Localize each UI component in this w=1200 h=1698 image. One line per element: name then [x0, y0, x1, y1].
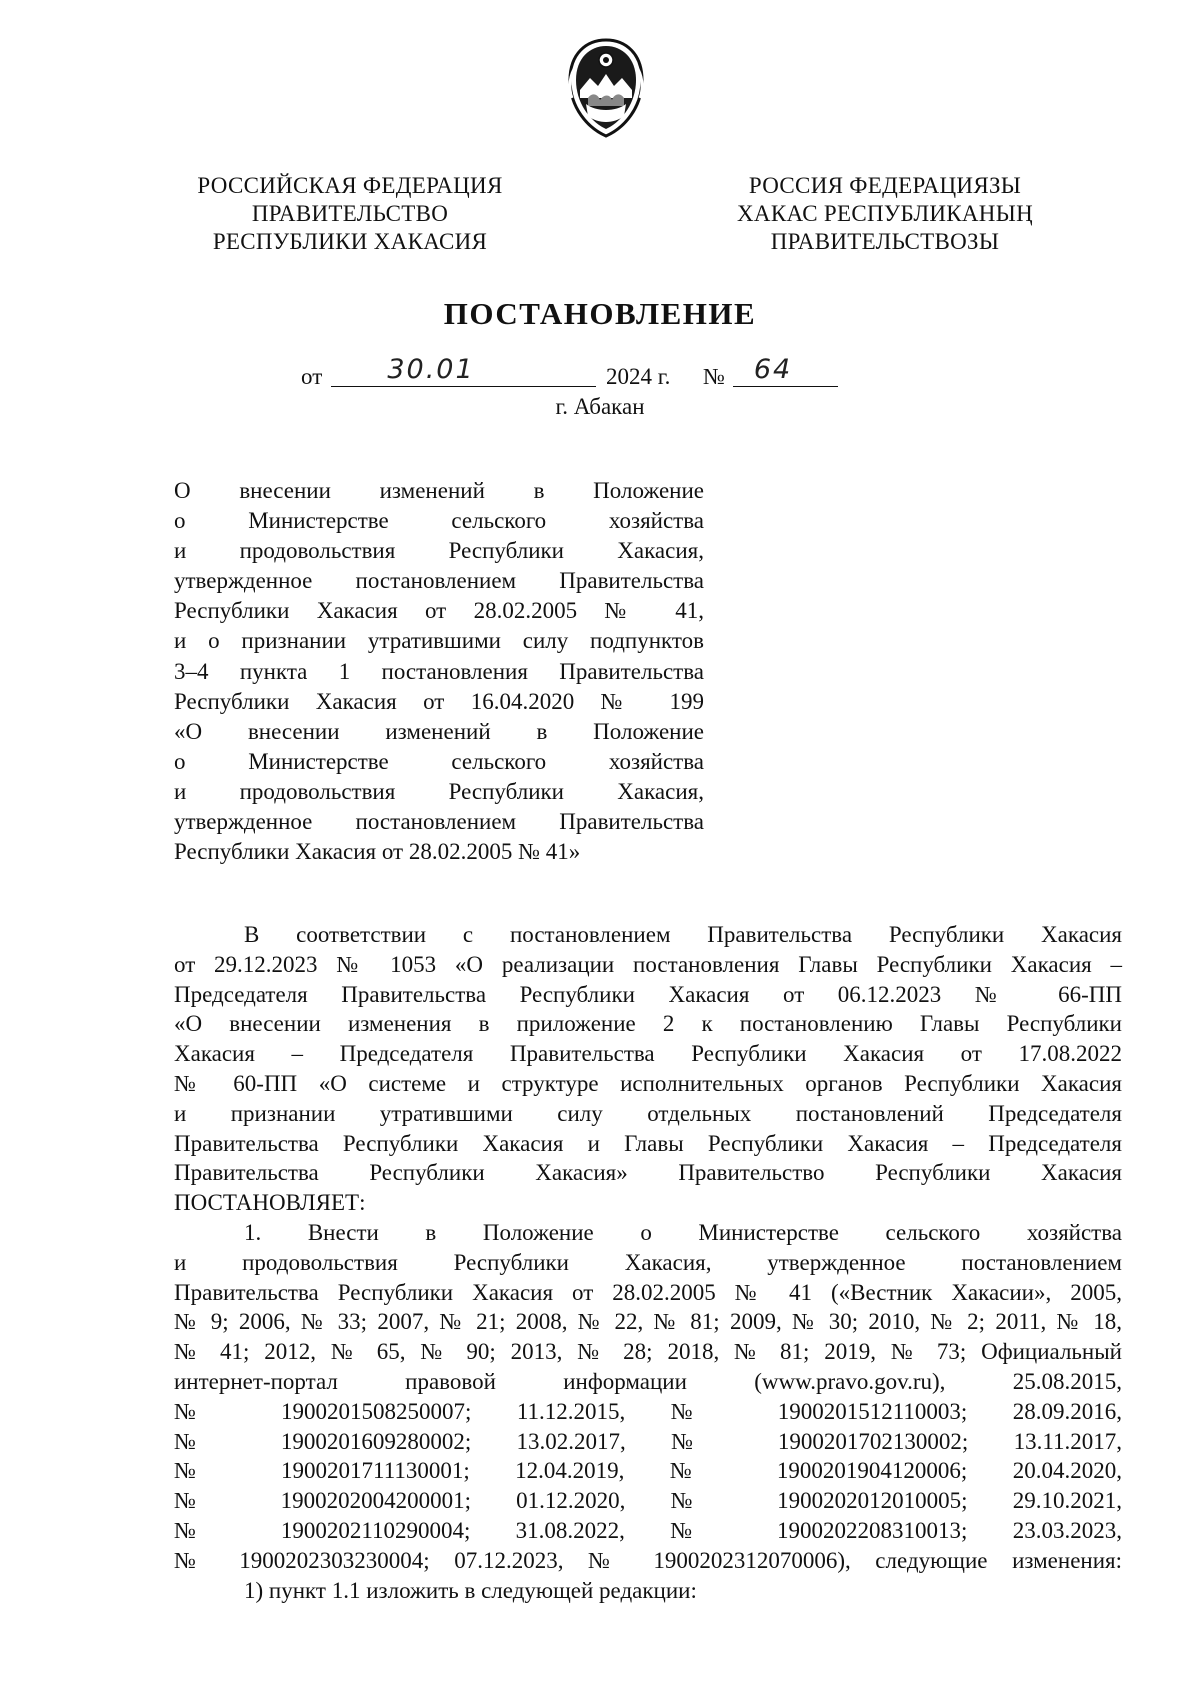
city: г. Абакан	[555, 394, 645, 419]
body-line: и продовольствия Республики Хакасия, утвержденное постановлением	[174, 1249, 1122, 1275]
number-sign: №	[703, 364, 725, 389]
body-line: интернет-портал правовой информации (www.pravo.gov.ru), 25.08.2015,	[174, 1368, 1122, 1394]
subject-line: утвержденное постановлением Правительства	[174, 809, 704, 835]
subject-line: утвержденное постановлением Правительства	[174, 568, 704, 594]
header-left-line: РЕСПУБЛИКИ ХАКАСИЯ	[212, 229, 488, 254]
body-line: 1. Внести в Положение о Министерстве сельского хозяйства	[244, 1219, 1122, 1245]
header-right-line: ПРАВИТЕЛЬСТВОЗЫ	[770, 229, 1000, 254]
date-prefix: от	[301, 364, 323, 389]
body-line: Правительства Республики Хакасия от 28.02.2005 № 41 («Вестник Хакасии», 2005,	[174, 1279, 1122, 1305]
subject-line: «О внесении изменений в Положение	[174, 718, 704, 744]
subject-line: о Министерстве сельского хозяйства	[174, 748, 704, 774]
body-line: № 1900202004200001; 01.12.2020, № 1900202012010005; 29.10.2021,	[174, 1488, 1122, 1514]
body-line: «О внесении изменения в приложение 2 к постановлению Главы Республики	[174, 1011, 1122, 1037]
body-line: № 60-ПП «О системе и структуре исполнительных органов Республики Хакасия	[174, 1070, 1122, 1096]
header-right-block	[720, 172, 1050, 256]
date-number-line	[0, 354, 1200, 396]
body-line: № 41; 2012, № 65, № 90; 2013, № 28; 2018, № 81; 2019, № 73; Официальный	[174, 1339, 1122, 1365]
body-line: Правительства Республики Хакасия и Главы Республики Хакасия – Председателя	[174, 1130, 1122, 1156]
year-label: 2024 г.	[606, 364, 671, 389]
body-line: № 1900201508250007; 11.12.2015, № 1900201512110003; 28.09.2016,	[174, 1398, 1122, 1424]
body-line: Председателя Правительства Республики Хакасия от 06.12.2023 № 66-ПП	[174, 981, 1122, 1007]
body-line: Правительства Республики Хакасия» Правительство Республики Хакасия	[174, 1160, 1122, 1186]
subject-block	[174, 476, 704, 867]
coat-of-arms-emblem	[566, 38, 646, 138]
body-line: 1) пункт 1.1 изложить в следующей редакции:	[244, 1577, 697, 1603]
body-line: № 1900201711130001; 12.04.2019, № 1900201904120006; 20.04.2020,	[174, 1458, 1122, 1484]
header-right-line: РОССИЯ ФЕДЕРАЦИЯЗЫ	[748, 173, 1022, 198]
subject-line: и продовольствия Республики Хакасия,	[174, 778, 704, 804]
body-line: от 29.12.2023 № 1053 «О реализации постановления Главы Республики Хакасия –	[174, 951, 1122, 977]
body-line: Хакасия – Председателя Правительства Республики Хакасия от 17.08.2022	[174, 1041, 1122, 1067]
handwritten-number: 64	[753, 354, 793, 385]
header-left-block	[180, 172, 520, 256]
header-left-line: ПРАВИТЕЛЬСТВО	[251, 201, 449, 226]
body-line: № 1900202303230004; 07.12.2023, № 1900202312070006), следующие изменения:	[174, 1547, 1122, 1573]
body-text	[174, 920, 1122, 1605]
body-line: В соответствии с постановлением Правительства Республики Хакасия	[244, 922, 1122, 947]
subject-line: Республики Хакасия от 28.02.2005 № 41»	[174, 839, 581, 865]
body-line: и признании утратившими силу отдельных постановлений Председателя	[174, 1100, 1122, 1126]
body-line: № 1900201609280002; 13.02.2017, № 1900201702130002; 13.11.2017,	[174, 1428, 1122, 1454]
header-right-line: ХАКАС РЕСПУБЛИКАНЫҢ	[737, 201, 1033, 226]
subject-line: о Министерстве сельского хозяйства	[174, 508, 704, 534]
body-line: № 9; 2006, № 33; 2007, № 21; 2008, № 22, № 81; 2009, № 30; 2010, № 2; 2011, № 18,	[174, 1309, 1122, 1335]
subject-line: 3–4 пункта 1 постановления Правительства	[174, 658, 704, 684]
body-line: ПОСТАНОВЛЯЕТ:	[174, 1190, 366, 1216]
header-left-line: РОССИЙСКАЯ ФЕДЕРАЦИЯ	[197, 173, 503, 198]
handwritten-date: 30.01	[387, 354, 475, 385]
subject-line: и продовольствия Республики Хакасия,	[174, 538, 704, 564]
document-title: ПОСТАНОВЛЕНИЕ	[443, 296, 757, 331]
subject-line: и о признании утратившими силу подпунктов	[174, 628, 704, 654]
subject-line: Республики Хакасия от 16.04.2020 № 199	[174, 688, 704, 714]
subject-line: О внесении изменений в Положение	[174, 478, 704, 503]
body-line: № 1900202110290004; 31.08.2022, № 1900202208310013; 23.03.2023,	[174, 1517, 1122, 1543]
subject-line: Республики Хакасия от 28.02.2005 № 41,	[174, 598, 704, 624]
